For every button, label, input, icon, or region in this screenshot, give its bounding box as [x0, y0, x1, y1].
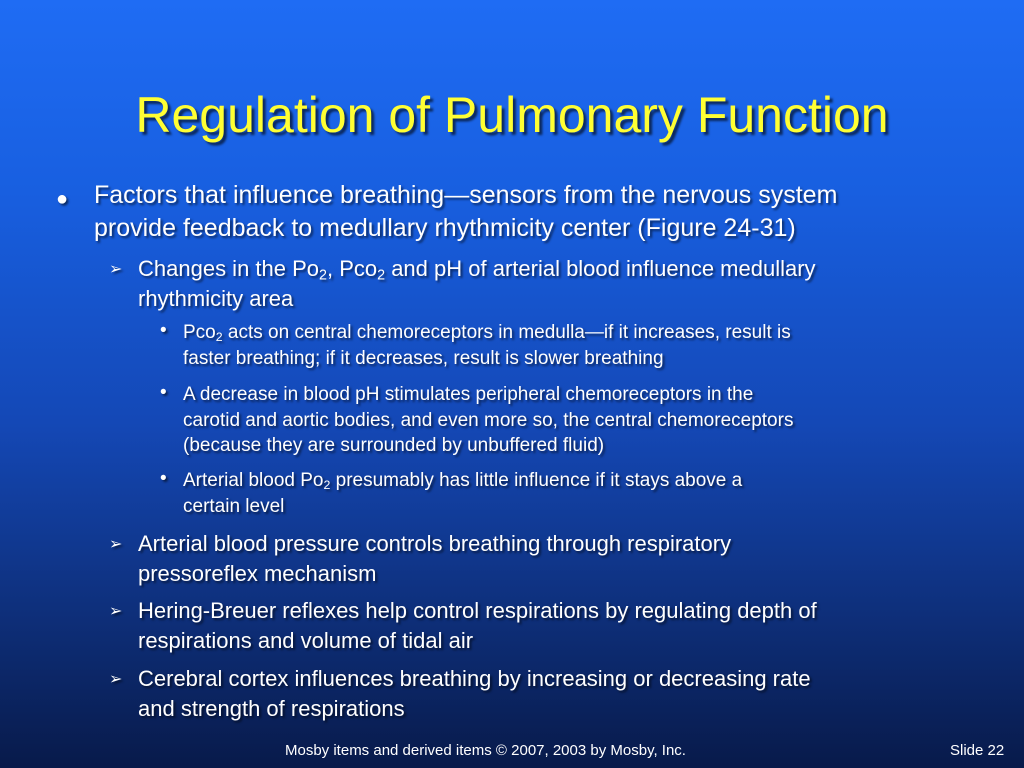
dot-bullet-icon: • — [160, 382, 167, 403]
arrow-bullet-icon: ➢ — [109, 603, 123, 620]
sub-point-3-line-1: Hering-Breuer reflexes help control respirations by regulating depth of — [138, 598, 817, 623]
sub-point-4-line-1: Cerebral cortex influences breathing by increasing or decreasing rate — [138, 666, 811, 691]
sub-point-2-line-2: pressoreflex mechanism — [138, 561, 377, 586]
main-point-line-1: Factors that influence breathing—sensors from the nervous system — [94, 181, 838, 209]
detail-3-line-2: certain level — [183, 496, 285, 517]
sub-point-1-line-1: Changes in the $Po_2$, Pco$_2$ and pH of arterial blood influence medullary — [138, 256, 816, 284]
detail-1-line-2: faster breathing; if it decreases, result is slower breathing — [183, 348, 664, 369]
arrow-bullet-icon: ➢ — [109, 671, 123, 688]
bullet-dot-icon: ● — [56, 188, 69, 210]
detail-2-line-1: A decrease in blood pH stimulates peripheral chemoreceptors in the — [183, 384, 754, 405]
arrow-bullet-icon: ➢ — [109, 261, 123, 278]
main-point-line-2: provide feedback to medullary rhythmicity center (Figure 24-31) — [94, 214, 796, 242]
detail-2-line-3: (because they are surrounded by unbuffered fluid) — [183, 435, 605, 456]
detail-3-line-1: Arterial blood $Po_2$ presumably has little influence if it stays above a — [183, 470, 743, 493]
footer-copyright: Mosby items and derived items © 2007, 2003 by Mosby, Inc. — [285, 742, 686, 759]
dot-bullet-icon: • — [160, 468, 167, 489]
sub-point-4-line-2: and strength of respirations — [138, 696, 405, 721]
sub-point-2-line-1: Arterial blood pressure controls breathing through respiratory — [138, 531, 732, 556]
sub-point-1-line-2: rhythmicity area — [138, 286, 294, 311]
detail-2-line-2: carotid and aortic bodies, and even more so, the central chemoreceptors — [183, 410, 794, 431]
detail-1-line-1: Pco$_2$ acts on central chemoreceptors in medulla—if it increases, result is — [183, 322, 791, 345]
arrow-bullet-icon: ➢ — [109, 536, 123, 553]
dot-bullet-icon: • — [160, 320, 167, 341]
sub-point-3-line-2: respirations and volume of tidal air — [138, 628, 474, 653]
slide-title: Regulation of Pulmonary Function — [135, 87, 889, 143]
slide-number: Slide 22 — [950, 742, 1005, 759]
